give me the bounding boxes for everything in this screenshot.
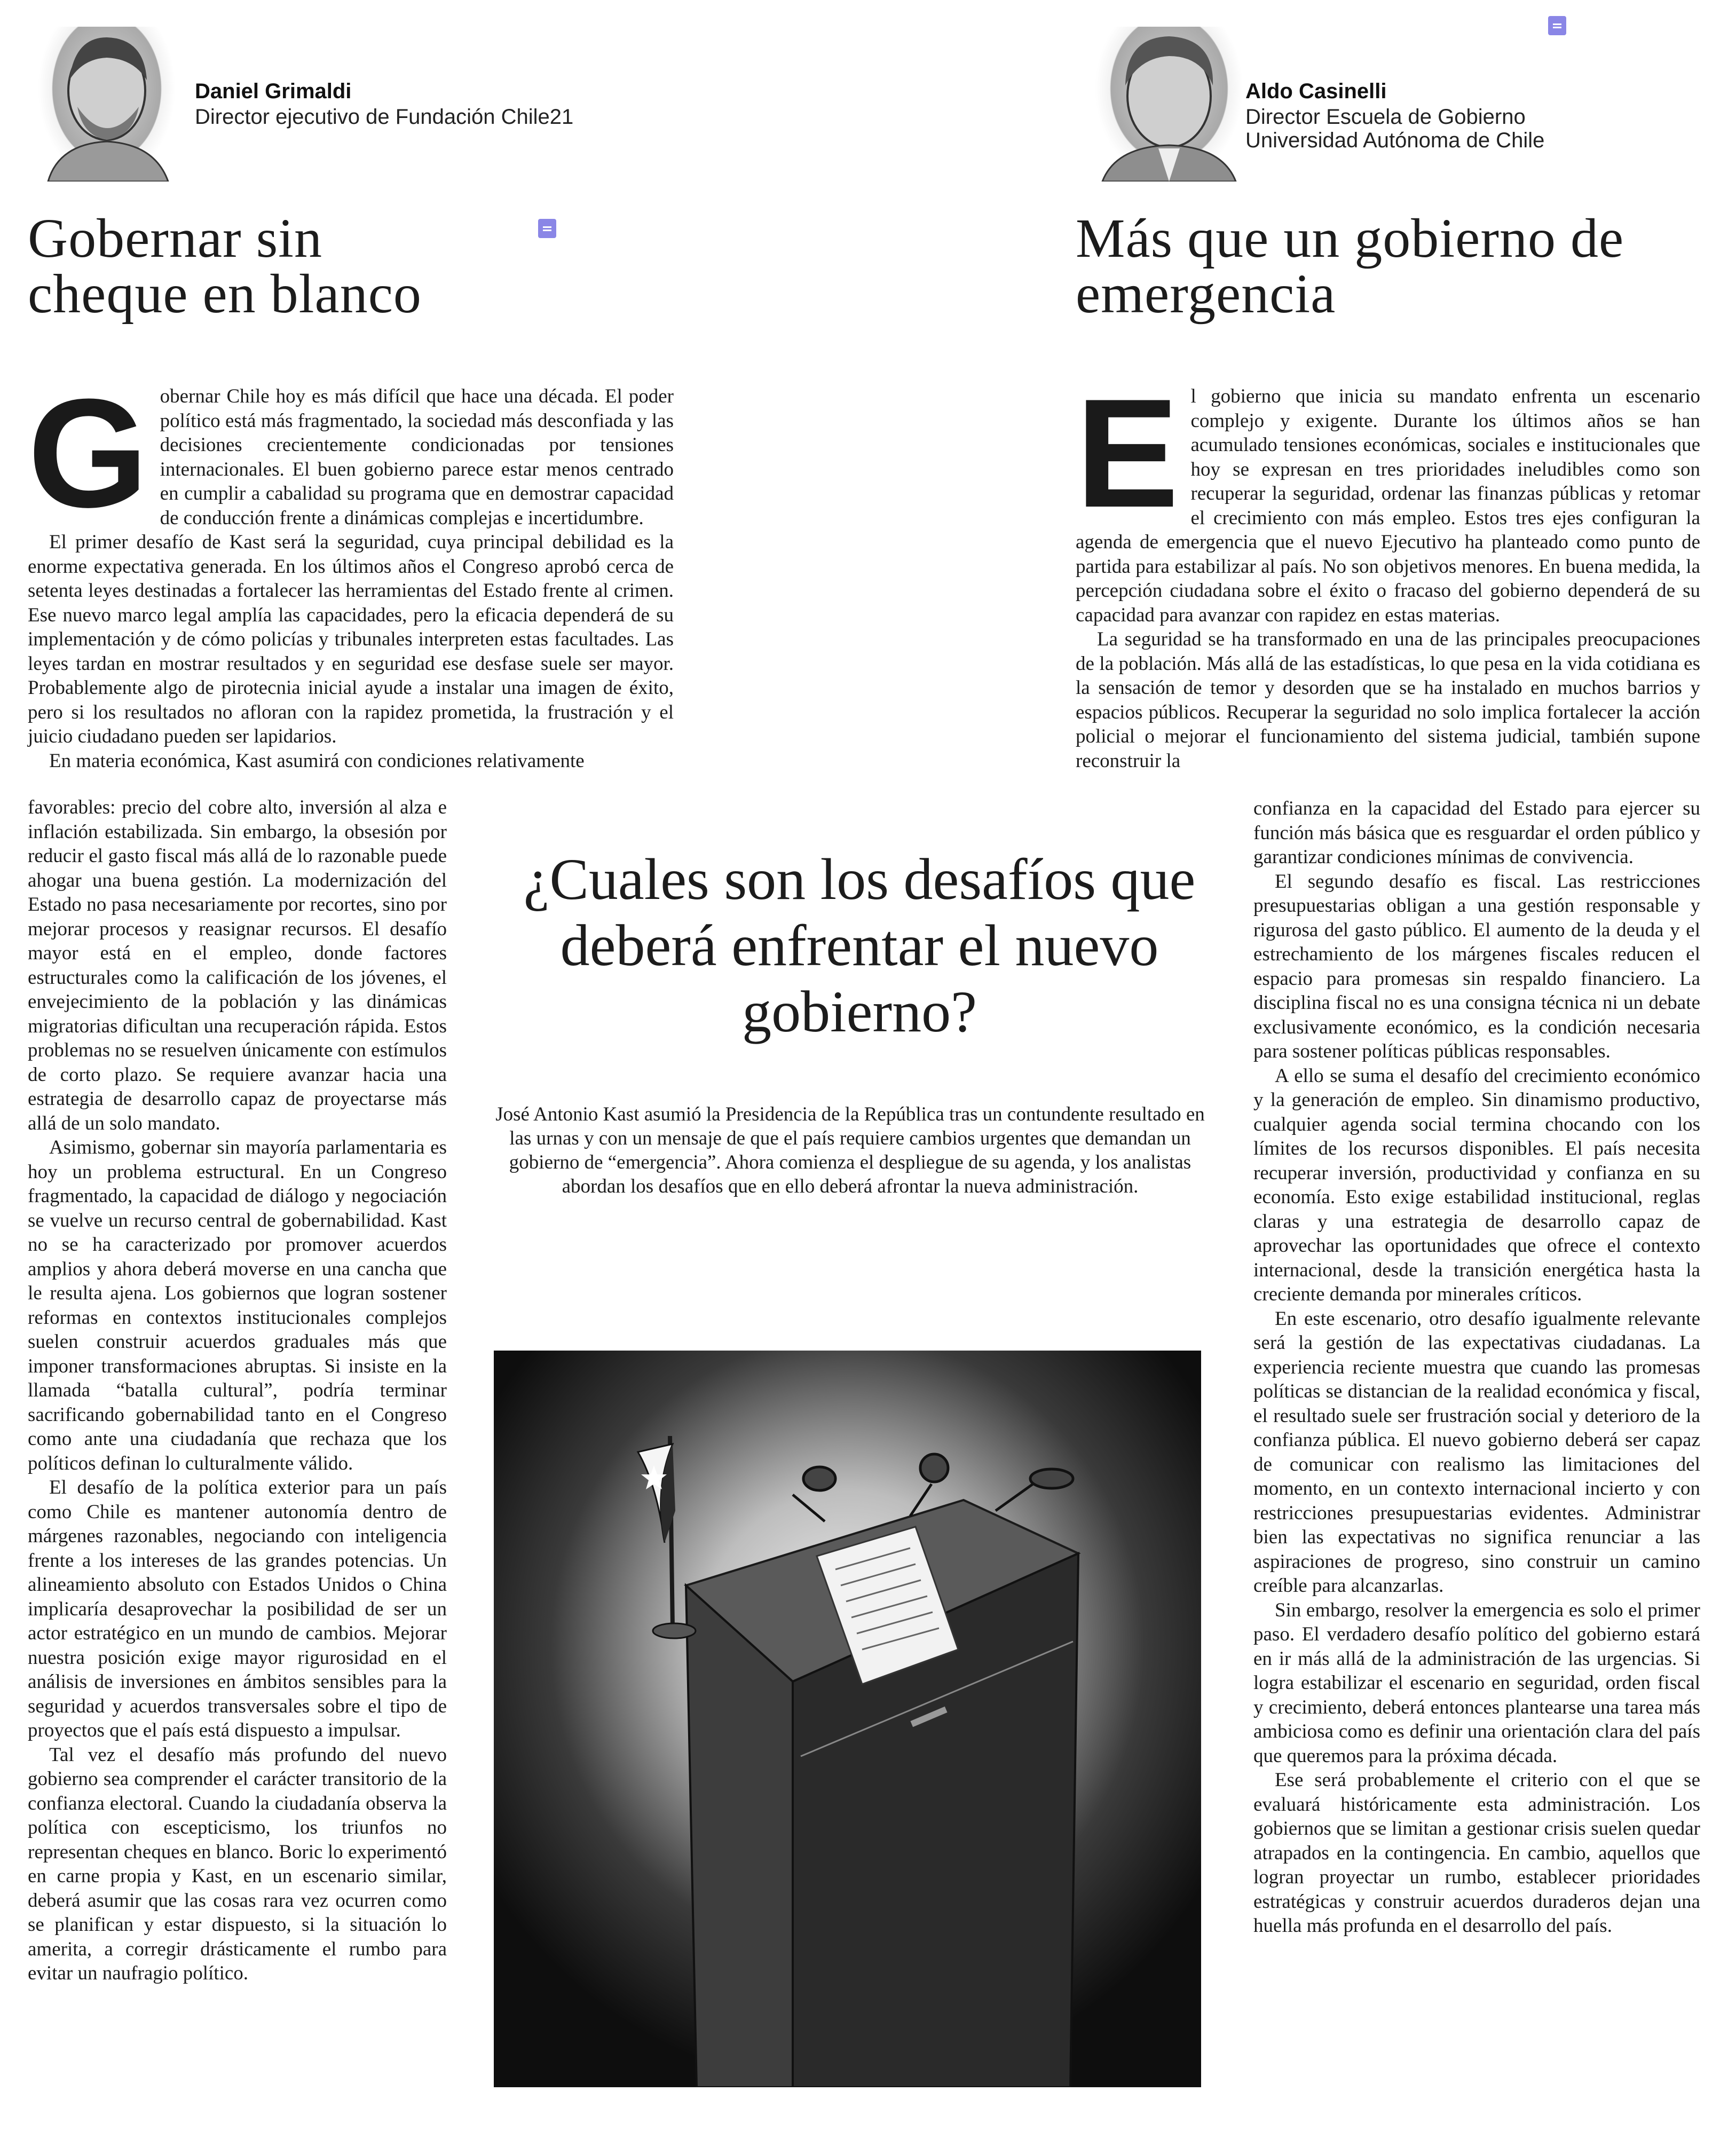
left-author-role: Director ejecutivo de Fundación Chile21 (195, 105, 574, 129)
paragraph: Ese será probablemente el criterio con el que se evaluará históricamente esta administración. Los gobiernos que se limitan a gestionar crisis suelen quedar atrapados en la contingencia. En cambio, aquellos que logran proyectar un rumbo, establecer prioridades estratégicas y construir acuerdos duraderos dejan una huella más profunda en el desarrollo del país. (1253, 1769, 1700, 1937)
paragraph: Sin embargo, resolver la emergencia es solo el primer paso. El verdadero desafío político del gobierno estará en ir más allá de la administración de las urgencias. Si logra estabilizar el escenario en seguridad, orden fiscal y crecimiento, deberá entonces plantearse una tarea más ambiciosa como es definir una orientación clara del país que queremos para la próxima década. (1253, 1599, 1700, 1767)
right-author-role: Director Escuela de Gobierno (1245, 105, 1526, 129)
left-headline: Gobernar sin cheque en blanco (28, 208, 422, 325)
paragraph: Asimismo, gobernar sin mayoría parlamentaria es hoy un problema estructural. En un Congreso fragmentado, la capacidad de diálogo y negociación se vuelve un recurso central de gobernabilidad. Kast no se ha caracterizado por promover acuerdos amplios y ahora deberá moverse en una cancha que le resulta ajena. Los gobiernos que logran sostener reformas en contextos institucionales complejos suelen construir acuerdos graduales más que imponer transformaciones abruptas. Si insiste en la llamada “batalla cultural”, podría terminar sacrificando gobernabilidad tanto en el Congreso como ante una ciudadanía que rechaza que los políticos definan lo culturalmente válido. (28, 1136, 447, 1474)
paragraph: El primer desafío de Kast será la seguridad, cuya principal debilidad es la enorme expectativa generada. En los últimos años el Congreso aprobó cerca de setenta leyes destinadas a fortalecer las herramientas del Estado frente al crimen. Ese nuevo marco legal amplía las capacidades, pero la eficacia dependerá de su implementación y de cómo policías y tribunales interpreten estas facultades. Las leyes tardan en mostrar resultados y en seguridad ese desfase suele ser mayor. Probablemente algo de pirotecnia inicial ayude a instalar una imagen de éxito, pero si los resultados no afloran con la rapidez prometida, la frustración y el juicio ciudadano pueden ser lapidarios. (28, 531, 674, 747)
left-article-body-narrow (28, 795, 447, 1986)
paragraph: El segundo desafío es fiscal. Las restricciones presupuestarias obligan a una gestión responsable y rigurosa del gasto público. El aumento de la deuda y el estrechamiento de los márgenes fiscales reducen el espacio para promesas sin respaldo financiero. La disciplina fiscal no es una consigna técnica ni un debate exclusivamente económico, es la condición necesaria para sostener políticas públicas responsables. (1253, 870, 1700, 1062)
paragraph: confianza en la capacidad del Estado para ejercer su función más básica que es resguardar el orden público y garantizar condiciones mínimas de convivencia. (1253, 798, 1700, 868)
podium-illustration (494, 1351, 1201, 2087)
right-author-portrait (1094, 27, 1244, 181)
right-article-body-narrow (1253, 796, 1700, 1938)
paragraph: obernar Chile hoy es más difícil que hace una década. El poder político está más fragmentado, la sociedad más desconfiada y las decisiones crecientemente condicionadas por tensiones internacionales. El buen gobierno parece estar menos centrado en cumplir a cabalidad su programa que en demostrar capacidad de conducción frente a dinámicas complejas e incertidumbre. (160, 385, 674, 529)
portrait-sketch (37, 27, 176, 181)
paragraph: A ello se suma el desafío del crecimiento económico y la generación de empleo. Sin dinamismo productivo, cualquier agenda social termina chocando con los límites de los recursos disponibles. El país necesita recuperar inversión, productividad y confianza en su economía. Esto exige estabilidad institucional, reglas claras y una estrategia de desarrollo capaz de aprovechar las oportunidades que ofrece el contexto internacional, desde la transición energética hasta la creciente demanda por minerales críticos. (1253, 1064, 1700, 1305)
right-author-name: Aldo Casinelli (1245, 80, 1387, 103)
paragraph: En este escenario, otro desafío igualmente relevante será la gestión de las expectativas ciudadanas. La experiencia reciente muestra que cuando las promesas políticas se distancian de la realidad económica y fiscal, el resultado suele ser frustración social y deterioro de la confianza pública. El nuevo gobierno deberá ser capaz de comunicar con realismo las limitaciones del momento, en un contexto internacional incierto y con restricciones presupuestarias evidentes. Administrar bien las expectativas no significa renunciar a las aspiraciones de progreso, sino construir un camino creíble para alcanzarlas. (1253, 1307, 1700, 1597)
center-lead: José Antonio Kast asumió la Presidencia de la República tras un contundente resultado en las urnas y con un mensaje de que el país requiere cambios urgentes que demandan un gobierno de “emergencia”. Ahora comienza el despliegue de su agenda, y los analistas abordan los desafíos que en ello deberá afrontar la nueva administración. (495, 1103, 1205, 1197)
paragraph: La seguridad se ha transformado en una de las principales preocupaciones de la población. Más allá de las estadísticas, lo que pesa en la vida cotidiana es la sensación de temor y desorden que se ha instalado en muchos barrios y espacios públicos. Recuperar la seguridad no solo implica fortalecer la acción policial o mejorar el funcionamiento del sistema judicial, también supone reconstruir la (1076, 628, 1700, 772)
paragraph: favorables: precio del cobre alto, inversión al alza e inflación estabilizada. Sin embargo, la obsesión por reducir el gasto fiscal más allá de lo razonable puede ahogar una buena gestión. La modernización del Estado no pasa necesariamente por recortes, sino por mejorar procesos y reasignar recursos. El desafío mayor está en el empleo, donde factores estructurales como la calificación de los jóvenes, el envejecimiento de la población y las dinámicas migratorias dificultan una recuperación rápida. Estos problemas no se resuelven únicamente con estímulos de corto plazo. Se requiere avanzar hacia una estrategia de desarrollo capaz de proyectarse más allá de un solo mandato. (28, 796, 447, 1134)
portrait-sketch (1094, 27, 1244, 181)
paragraph: Tal vez el desafío más profundo del nuevo gobierno sea comprender el carácter transitorio de la confianza electoral. Cuando la ciudadanía observa la política con escepticismo, los triunfos no representan cheques en blanco. Boric lo experimentó en carne propia y Kast, en un escenario similar, deberá asumir que las cosas rara vez ocurren como se planifican y estar dispuesto, si la situación lo amerita, a corregir drásticamente el rumbo para evitar un naufragio político. (28, 1743, 447, 1984)
right-author-role: Universidad Autónoma de Chile (1245, 129, 1545, 152)
paragraph: En materia económica, Kast asumirá con condiciones relativamente (49, 749, 585, 772)
right-headline: Más que un gobierno de emergencia (1076, 208, 1624, 325)
paragraph: l gobierno que inicia su mandato enfrenta un escenario complejo y exigente. Durante los últimos años se han acumulado tensiones económicas, sociales e institucionales que hoy se expresan en tres prioridades ineludibles como son recuperar la seguridad, ordenar las finanzas públicas y retomar el crecimiento con más empleo. Estos tres ejes configuran la agenda de emergencia que el nuevo Ejecutivo ha planteado como punto de partida para estabilizar al país. No son objetivos menores. En buena medida, la percepción ciudadana sobre el éxito o fracaso del gobierno dependerá de su capacidad para avanzar con rapidez en estas materias. (1076, 385, 1700, 626)
left-author-name: Daniel Grimaldi (195, 80, 352, 103)
podium-illustration-svg (494, 1351, 1201, 2087)
right-article-body-top (1076, 367, 1700, 773)
note-icon[interactable] (1548, 16, 1566, 35)
paragraph: El desafío de la política exterior para un país como Chile es mantener autonomía dentro de márgenes razonables, negociando con inteligencia frente a los intereses de las grandes potencias. Un alineamiento absoluto con Estados Unidos o China implicaría desaprovechar la posibilidad de ser un actor estratégico en un mundo de cambios. Mejorar nuestra posición exige mayor rigurosidad en el análisis de inversiones en ámbitos sensibles para la seguridad y acuerdos transversales sobre el tipo de proyectos que el país está dispuesto a impulsar. (28, 1477, 447, 1741)
note-icon[interactable] (538, 219, 556, 238)
center-question: ¿Cuales son los desafíos que deberá enfrentar el nuevo gobierno? (523, 847, 1196, 1044)
left-article-body-top (28, 367, 674, 773)
dropcap: E (1076, 367, 1179, 540)
dropcap: G (28, 367, 148, 540)
left-author-portrait (37, 27, 176, 181)
